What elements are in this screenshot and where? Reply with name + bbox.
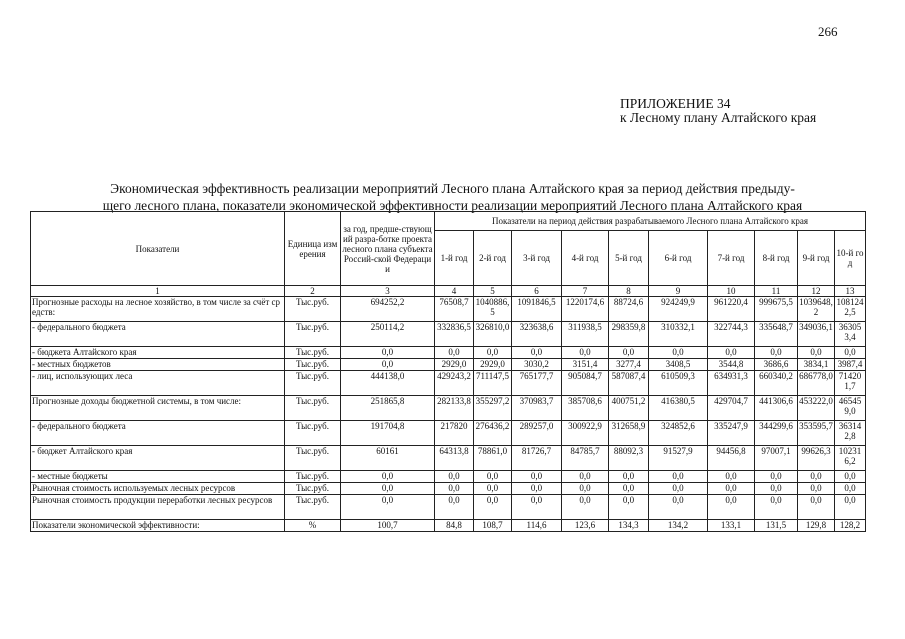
row-year-value: 0,0 <box>755 347 798 359</box>
row-year-value: 344299,6 <box>755 421 798 446</box>
row-year-value: 0,0 <box>435 471 474 483</box>
row-year-value: 587087,4 <box>609 371 649 396</box>
table-row <box>31 359 866 371</box>
row-year-value: 114,6 <box>512 520 562 532</box>
row-year-value: 905084,7 <box>562 371 609 396</box>
row-label: - федерального бюджета <box>31 421 285 446</box>
efficiency-table <box>30 211 866 532</box>
row-label: Прогнозные расходы на лесное хозяйство, в том числе за счёт средств: <box>31 297 285 322</box>
row-year-value: 686778,0 <box>798 371 835 396</box>
row-label: Показатели экономической эффективности: <box>31 520 285 532</box>
row-year-value: 0,0 <box>755 471 798 483</box>
row-previous-value: 0,0 <box>341 483 435 495</box>
table-row <box>31 371 866 396</box>
row-unit: Тыс.руб. <box>285 421 341 446</box>
row-previous-value: 0,0 <box>341 471 435 483</box>
row-unit: Тыс.руб. <box>285 396 341 421</box>
row-label: Прогнозные доходы бюджетной системы, в том числе: <box>31 396 285 421</box>
header-year-8: 8-й год <box>755 231 798 286</box>
row-year-value: 416380,5 <box>649 396 708 421</box>
row-year-value: 94456,8 <box>708 446 755 471</box>
row-year-value: 0,0 <box>435 495 474 520</box>
appendix-subtitle: к Лесному плану Алтайского края <box>620 110 817 125</box>
row-year-value: 1091846,5 <box>512 297 562 322</box>
row-year-value: 0,0 <box>708 495 755 520</box>
header-period-group: Показатели на период действия разрабатываемого Лесного плана Алтайского края <box>435 212 866 231</box>
row-year-value: 0,0 <box>609 495 649 520</box>
table-row <box>31 347 866 359</box>
row-year-value: 349036,1 <box>798 322 835 347</box>
row-year-value: 2929,0 <box>474 359 512 371</box>
column-number-2: 2 <box>285 286 341 297</box>
row-year-value: 0,0 <box>435 483 474 495</box>
row-year-value: 0,0 <box>755 483 798 495</box>
row-unit: Тыс.руб. <box>285 359 341 371</box>
row-year-value: 217820 <box>435 421 474 446</box>
row-year-value: 0,0 <box>708 471 755 483</box>
row-year-value: 3408,5 <box>649 359 708 371</box>
row-label: - местных бюджетов <box>31 359 285 371</box>
row-year-value: 1040886,5 <box>474 297 512 322</box>
row-year-value: 0,0 <box>798 483 835 495</box>
row-year-value: 765177,7 <box>512 371 562 396</box>
row-unit: Тыс.руб. <box>285 371 341 396</box>
row-previous-value: 0,0 <box>341 495 435 520</box>
row-year-value: 298359,8 <box>609 322 649 347</box>
row-year-value: 363053,4 <box>835 322 866 347</box>
row-year-value: 326810,0 <box>474 322 512 347</box>
header-year-10: 10-й год <box>835 231 866 286</box>
row-year-value: 128,2 <box>835 520 866 532</box>
row-year-value: 714201,7 <box>835 371 866 396</box>
row-year-value: 0,0 <box>609 471 649 483</box>
row-year-value: 134,2 <box>649 520 708 532</box>
row-year-value: 3151,4 <box>562 359 609 371</box>
table-row <box>31 446 866 471</box>
header-year-1: 1-й год <box>435 231 474 286</box>
row-year-value: 453222,0 <box>798 396 835 421</box>
row-year-value: 300922,9 <box>562 421 609 446</box>
appendix-header <box>620 97 816 125</box>
row-year-value: 0,0 <box>649 347 708 359</box>
row-year-value: 0,0 <box>609 347 649 359</box>
header-indicators: Показатели <box>31 212 285 286</box>
row-year-value: 0,0 <box>798 347 835 359</box>
row-year-value: 0,0 <box>835 495 866 520</box>
row-previous-value: 191704,8 <box>341 421 435 446</box>
row-year-value: 129,8 <box>798 520 835 532</box>
row-year-value: 363142,8 <box>835 421 866 446</box>
header-year-6: 6-й год <box>649 231 708 286</box>
row-year-value: 0,0 <box>512 495 562 520</box>
row-year-value: 0,0 <box>755 495 798 520</box>
row-year-value: 355297,2 <box>474 396 512 421</box>
row-year-value: 91527,9 <box>649 446 708 471</box>
title-line-1: Экономическая эффективность реализации мероприятий Лесного плана Алтайского края за период действия предыду- <box>110 181 795 196</box>
row-unit: Тыс.руб. <box>285 483 341 495</box>
appendix-title: ПРИЛОЖЕНИЕ 34 <box>620 96 731 111</box>
row-year-value: 0,0 <box>798 495 835 520</box>
row-unit: Тыс.руб. <box>285 495 341 520</box>
row-year-value: 97007,1 <box>755 446 798 471</box>
row-year-value: 3686,6 <box>755 359 798 371</box>
header-year-4: 4-й год <box>562 231 609 286</box>
table-row <box>31 520 866 532</box>
header-unit: Единица измерения <box>285 212 341 286</box>
row-year-value: 634931,3 <box>708 371 755 396</box>
row-year-value: 465459,0 <box>835 396 866 421</box>
row-year-value: 0,0 <box>562 495 609 520</box>
row-previous-value: 60161 <box>341 446 435 471</box>
row-year-value: 0,0 <box>798 471 835 483</box>
row-year-value: 400751,2 <box>609 396 649 421</box>
row-year-value: 429704,7 <box>708 396 755 421</box>
row-unit: Тыс.руб. <box>285 347 341 359</box>
row-year-value: 1081242,5 <box>835 297 866 322</box>
row-year-value: 131,5 <box>755 520 798 532</box>
row-year-value: 0,0 <box>474 347 512 359</box>
document-title <box>30 180 875 214</box>
row-year-value: 133,1 <box>708 520 755 532</box>
row-year-value: 335247,9 <box>708 421 755 446</box>
row-year-value: 961220,4 <box>708 297 755 322</box>
row-unit: Тыс.руб. <box>285 297 341 322</box>
row-previous-value: 251865,8 <box>341 396 435 421</box>
row-year-value: 76508,7 <box>435 297 474 322</box>
row-year-value: 335648,7 <box>755 322 798 347</box>
row-year-value: 88724,6 <box>609 297 649 322</box>
row-year-value: 0,0 <box>609 483 649 495</box>
row-year-value: 3544,8 <box>708 359 755 371</box>
row-year-value: 84785,7 <box>562 446 609 471</box>
row-year-value: 0,0 <box>649 471 708 483</box>
column-number-4: 4 <box>435 286 474 297</box>
row-year-value: 3834,1 <box>798 359 835 371</box>
row-year-value: 324852,6 <box>649 421 708 446</box>
row-year-value: 0,0 <box>835 471 866 483</box>
column-number-10: 10 <box>708 286 755 297</box>
row-label: - бюджета Алтайского края <box>31 347 285 359</box>
row-year-value: 78861,0 <box>474 446 512 471</box>
row-year-value: 0,0 <box>474 471 512 483</box>
row-previous-value: 0,0 <box>341 347 435 359</box>
row-year-value: 0,0 <box>474 483 512 495</box>
row-year-value: 88092,3 <box>609 446 649 471</box>
column-number-1: 1 <box>31 286 285 297</box>
row-year-value: 2929,0 <box>435 359 474 371</box>
row-year-value: 0,0 <box>562 471 609 483</box>
row-year-value: 3030,2 <box>512 359 562 371</box>
column-number-8: 8 <box>609 286 649 297</box>
row-year-value: 0,0 <box>708 483 755 495</box>
row-year-value: 134,3 <box>609 520 649 532</box>
row-year-value: 0,0 <box>649 483 708 495</box>
row-label: Рыночная стоимость продукции переработки лесных ресурсов <box>31 495 285 520</box>
row-year-value: 370983,7 <box>512 396 562 421</box>
column-number-3: 3 <box>341 286 435 297</box>
column-number-11: 11 <box>755 286 798 297</box>
row-year-value: 353595,7 <box>798 421 835 446</box>
row-year-value: 3277,4 <box>609 359 649 371</box>
row-year-value: 102316,2 <box>835 446 866 471</box>
row-year-value: 3987,4 <box>835 359 866 371</box>
row-year-value: 311938,5 <box>562 322 609 347</box>
row-year-value: 999675,5 <box>755 297 798 322</box>
row-year-value: 0,0 <box>562 483 609 495</box>
row-year-value: 323638,6 <box>512 322 562 347</box>
row-year-value: 0,0 <box>512 483 562 495</box>
row-year-value: 99626,3 <box>798 446 835 471</box>
column-number-12: 12 <box>798 286 835 297</box>
row-unit: Тыс.руб. <box>285 446 341 471</box>
row-year-value: 660340,2 <box>755 371 798 396</box>
row-year-value: 310332,1 <box>649 322 708 347</box>
row-year-value: 0,0 <box>512 471 562 483</box>
column-number-5: 5 <box>474 286 512 297</box>
row-year-value: 429243,2 <box>435 371 474 396</box>
row-year-value: 0,0 <box>512 347 562 359</box>
row-year-value: 332836,5 <box>435 322 474 347</box>
table-row <box>31 495 866 520</box>
row-previous-value: 0,0 <box>341 359 435 371</box>
row-year-value: 0,0 <box>474 495 512 520</box>
table-row <box>31 396 866 421</box>
table-row <box>31 297 866 322</box>
header-previous-year: за год, предше-ствующий разра-ботке проекта лесного плана субъекта Россий-ской Федерации <box>341 212 435 286</box>
row-year-value: 312658,9 <box>609 421 649 446</box>
row-year-value: 441306,6 <box>755 396 798 421</box>
row-previous-value: 694252,2 <box>341 297 435 322</box>
table-row <box>31 322 866 347</box>
row-year-value: 81726,7 <box>512 446 562 471</box>
row-year-value: 0,0 <box>435 347 474 359</box>
header-year-2: 2-й год <box>474 231 512 286</box>
row-year-value: 0,0 <box>708 347 755 359</box>
header-year-7: 7-й год <box>708 231 755 286</box>
table-row <box>31 421 866 446</box>
row-year-value: 0,0 <box>835 483 866 495</box>
column-number-7: 7 <box>562 286 609 297</box>
row-previous-value: 100,7 <box>341 520 435 532</box>
row-year-value: 276436,2 <box>474 421 512 446</box>
row-unit: Тыс.руб. <box>285 322 341 347</box>
column-number-13: 13 <box>835 286 866 297</box>
row-year-value: 0,0 <box>649 495 708 520</box>
row-year-value: 0,0 <box>562 347 609 359</box>
row-year-value: 289257,0 <box>512 421 562 446</box>
row-year-value: 385708,6 <box>562 396 609 421</box>
row-year-value: 924249,9 <box>649 297 708 322</box>
row-previous-value: 444138,0 <box>341 371 435 396</box>
row-year-value: 610509,3 <box>649 371 708 396</box>
row-label: - федерального бюджета <box>31 322 285 347</box>
title-line-2: щего лесного плана, показатели экономической эффективности реализации мероприятий Лесного плана Алтайского края <box>102 198 803 213</box>
page-number: 266 <box>818 24 838 39</box>
row-unit: Тыс.руб. <box>285 471 341 483</box>
row-year-value: 711147,5 <box>474 371 512 396</box>
row-year-value: 64313,8 <box>435 446 474 471</box>
row-unit: % <box>285 520 341 532</box>
row-year-value: 322744,3 <box>708 322 755 347</box>
column-number-6: 6 <box>512 286 562 297</box>
row-label: - лиц, использующих леса <box>31 371 285 396</box>
row-year-value: 1220174,6 <box>562 297 609 322</box>
row-label: - местные бюджеты <box>31 471 285 483</box>
header-year-9: 9-й год <box>798 231 835 286</box>
row-year-value: 123,6 <box>562 520 609 532</box>
row-label: Рыночная стоимость используемых лесных ресурсов <box>31 483 285 495</box>
row-label: - бюджет Алтайского края <box>31 446 285 471</box>
row-previous-value: 250114,2 <box>341 322 435 347</box>
table-row <box>31 471 866 483</box>
row-year-value: 0,0 <box>835 347 866 359</box>
header-year-3: 3-й год <box>512 231 562 286</box>
column-number-9: 9 <box>649 286 708 297</box>
header-year-5: 5-й год <box>609 231 649 286</box>
table-row <box>31 483 866 495</box>
row-year-value: 108,7 <box>474 520 512 532</box>
row-year-value: 282133,8 <box>435 396 474 421</box>
row-year-value: 84,8 <box>435 520 474 532</box>
row-year-value: 1039648,2 <box>798 297 835 322</box>
